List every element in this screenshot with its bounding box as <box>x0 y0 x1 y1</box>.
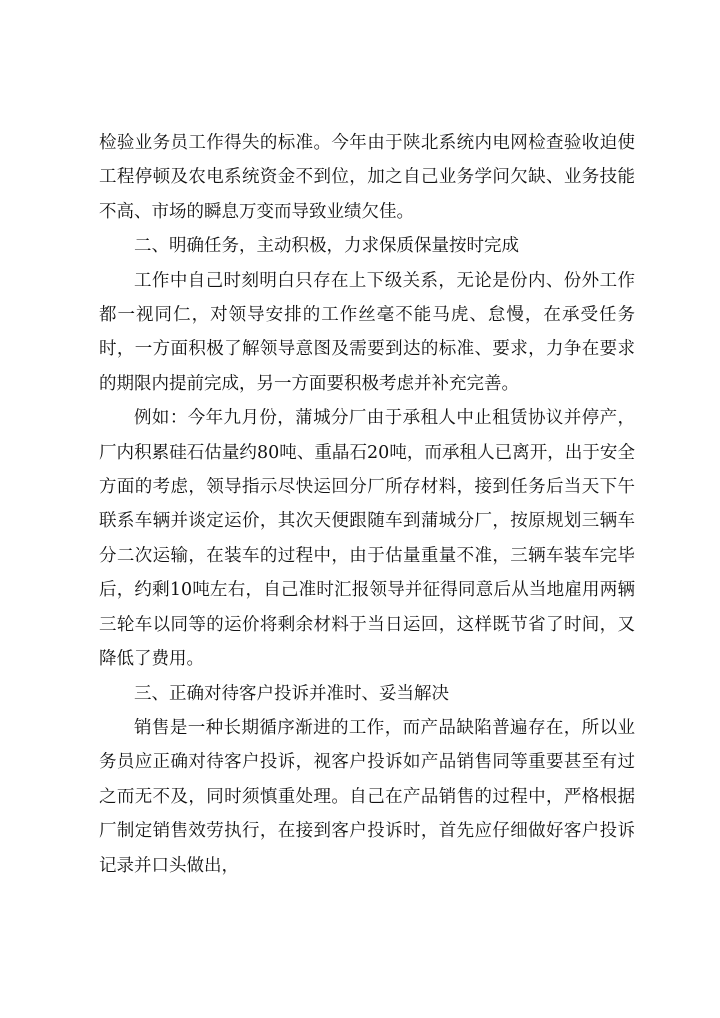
paragraph-intro-continuation: 检验业务员工作得失的标准。今年由于陕北系统内电网检查验收迫使工程停顿及农电系统资金不到位，加之自己业务学问欠缺、业务技能不高、市场的瞬息万变而导致业绩欠佳。 <box>99 133 635 222</box>
paragraph-example: 例如：今年九月份，蒲城分厂由于承租人中止租赁协议并停产，厂内积累硅石估量约80吨、重晶石20吨，而承租人已离开，出于安全方面的考虑，领导指示尽快运回分厂所存材料，接到任务后当天下午联系车辆并谈定运价，其次天便跟随车到蒲城分厂，按原规划三辆车分二次运输，在装车的过程中，由于估量重量不准，三辆车装车完毕后，约剩10吨左右，自己准时汇报领导并征得同意后从当地雇用两辆三轮车以同等的运价将剩余材料于当日运回，这样既节省了时间，又降低了费用。 <box>99 408 635 670</box>
section-heading-3: 三、正确对待客户投诉并准时、妥当解决 <box>134 683 449 704</box>
document-body <box>99 126 635 883</box>
paragraph-complaints: 销售是一种长期循序渐进的工作，而产品缺陷普遍存在，所以业务员应正确对待客户投诉，视客户投诉如产品销售同等重要甚至有过之而无不及，同时须慎重处理。自己在产品销售的过程中，严格根据厂制定销售效劳执行，在接到客户投诉时，首先应仔细做好客户投诉记录并口头做出， <box>99 717 635 876</box>
paragraph-task-attitude: 工作中自己时刻明白只存在上下级关系，无论是份内、份外工作都一视同仁，对领导安排的工作丝毫不能马虎、怠慢，在承受任务时，一方面积极了解领导意图及需要到达的标准、要求，力争在要求的期限内提前完成，另一方面要积极考虑并补充完善。 <box>99 270 635 394</box>
section-heading-2: 二、明确任务，主动积极，力求保质保量按时完成 <box>134 236 519 257</box>
